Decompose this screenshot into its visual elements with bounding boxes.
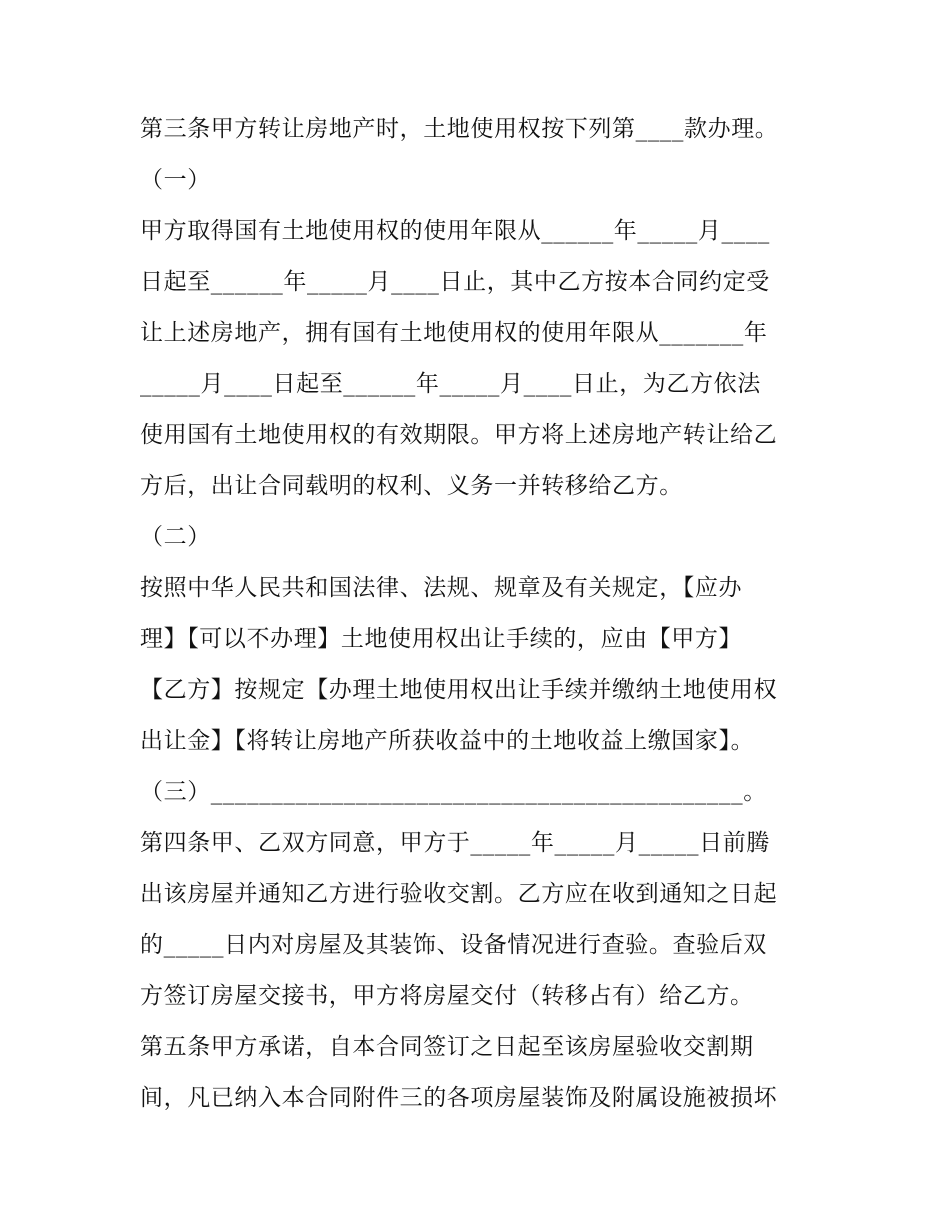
text-line: 方后，出让合同载明的权利、义务一并转移给乙方。	[140, 473, 683, 499]
text-line: 日起至______年_____月____日止，其中乙方按本合同约定受	[140, 269, 770, 295]
text-line: 理】【可以不办理】土地使用权出让手续的，应由【甲方】	[140, 626, 743, 652]
text-line: 出该房屋并通知乙方进行验收交割。乙方应在收到通知之日起	[140, 881, 778, 907]
text-line: 让上述房地产，拥有国有土地使用权的使用年限从_______年	[140, 320, 768, 346]
text-line: 的_____日内对房屋及其装饰、设备情况进行查验。查验后双	[140, 932, 767, 958]
text-line: 【乙方】按规定【办理土地使用权出让手续并缴纳土地使用权	[140, 677, 778, 703]
contract-text	[140, 104, 820, 1124]
text-line: _____月____日起至______年_____月____日止，为乙方依法	[140, 371, 761, 397]
text-line: 按照中华人民共和国法律、法规、规章及有关规定，【应办	[140, 575, 743, 601]
text-line: 使用国有土地使用权的有效期限。甲方将上述房地产转让给乙	[140, 422, 778, 448]
text-line: 出让金】【将转让房地产所获收益中的土地收益上缴国家】。	[140, 728, 755, 754]
text-line: 方签订房屋交接书，甲方将房屋交付（转移占有）给乙方。	[140, 983, 754, 1009]
text-line: （一）	[140, 167, 211, 193]
text-line: 第三条甲方转让房地产时，土地使用权按下列第____款办理。	[140, 116, 779, 142]
text-line: （三）____________________________________________。	[140, 779, 767, 805]
text-line: 间，凡已纳入本合同附件三的各项房屋装饰及附属设施被损坏	[140, 1085, 778, 1111]
text-line: （二）	[140, 524, 211, 550]
text-line: 第五条甲方承诺，自本合同签订之日起至该房屋验收交割期	[140, 1034, 754, 1060]
text-line: 甲方取得国有土地使用权的使用年限从______年_____月____	[140, 218, 770, 244]
text-line: 第四条甲、乙双方同意，甲方于_____年_____月_____日前腾	[140, 830, 770, 856]
